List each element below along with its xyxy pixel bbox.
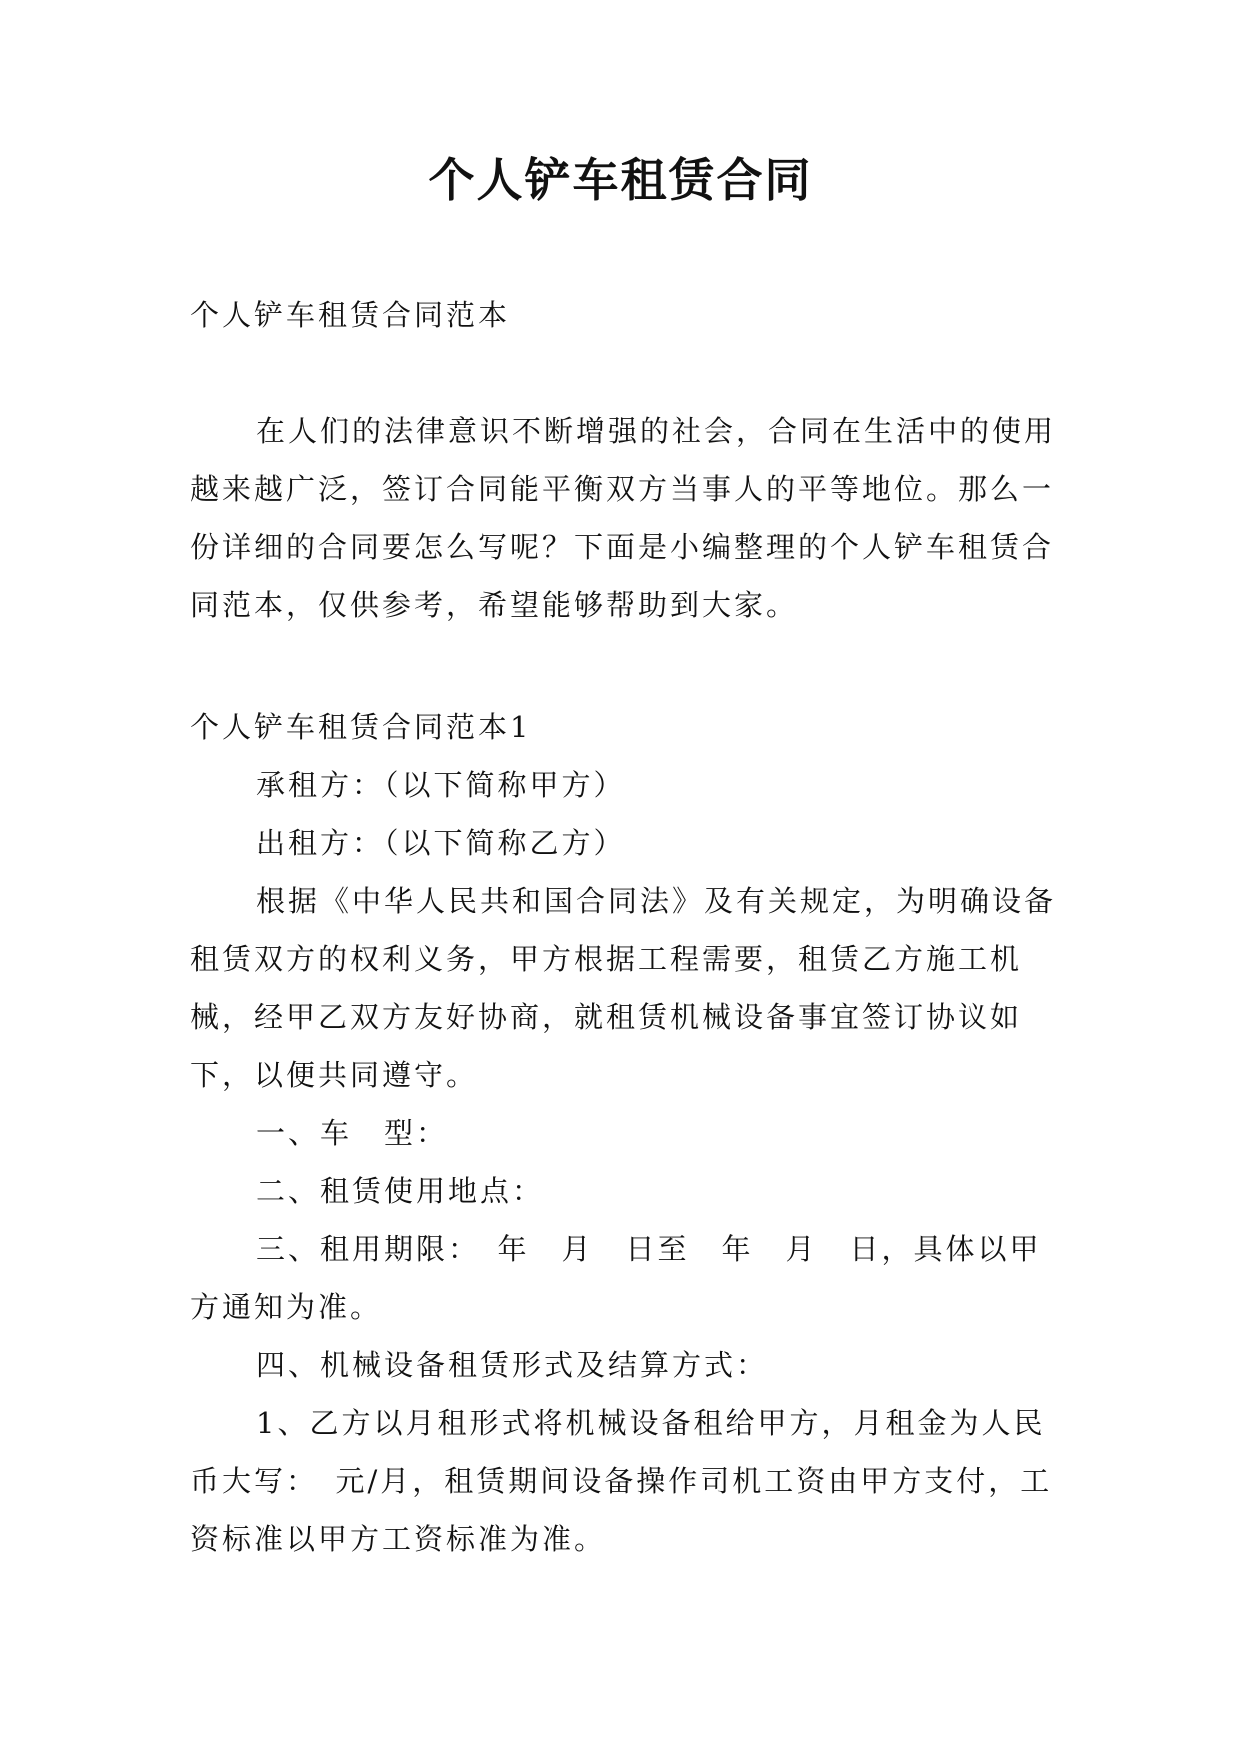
document-subtitle: 个人铲车租赁合同范本 xyxy=(190,298,511,332)
document-body xyxy=(190,286,1058,1568)
clause-vehicle-type: 一、车 型： xyxy=(256,1116,449,1150)
document-title: 个人铲车租赁合同 xyxy=(428,153,813,207)
clause-settlement: 四、机械设备租赁形式及结算方式： xyxy=(256,1348,769,1382)
clause-usage-location: 二、租赁使用地点： xyxy=(256,1174,545,1208)
clause-rental-period: 三、租用期限： 年 月 日至 年 月 日，具体以甲方通知为准。 xyxy=(190,1232,1042,1324)
clause-monthly-rent: 1、乙方以月租形式将机械设备租给甲方，月租金为人民币大写： 元/月，租赁期间设备操作司机工资由甲方支付，工资标准以甲方工资标准为准。 xyxy=(190,1406,1053,1556)
intro-paragraph: 在人们的法律意识不断增强的社会，合同在生活中的使用越来越广泛，签订合同能平衡双方当事人的平等地位。那么一份详细的合同要怎么写呢？下面是小编整理的个人铲车租赁合同范本，仅供参考，希望能够帮助到大家。 xyxy=(190,414,1057,622)
lessor-line: 出租方：（以下简称乙方） xyxy=(256,826,626,860)
section-heading: 个人铲车租赁合同范本1 xyxy=(190,710,532,744)
basis-paragraph: 根据《中华人民共和国合同法》及有关规定，为明确设备租赁双方的权利义务，甲方根据工程需要，租赁乙方施工机械，经甲乙双方友好协商，就租赁机械设备事宜签订协议如下，以便共同遵守。 xyxy=(190,884,1057,1092)
lessee-line: 承租方：（以下简称甲方） xyxy=(256,768,626,802)
